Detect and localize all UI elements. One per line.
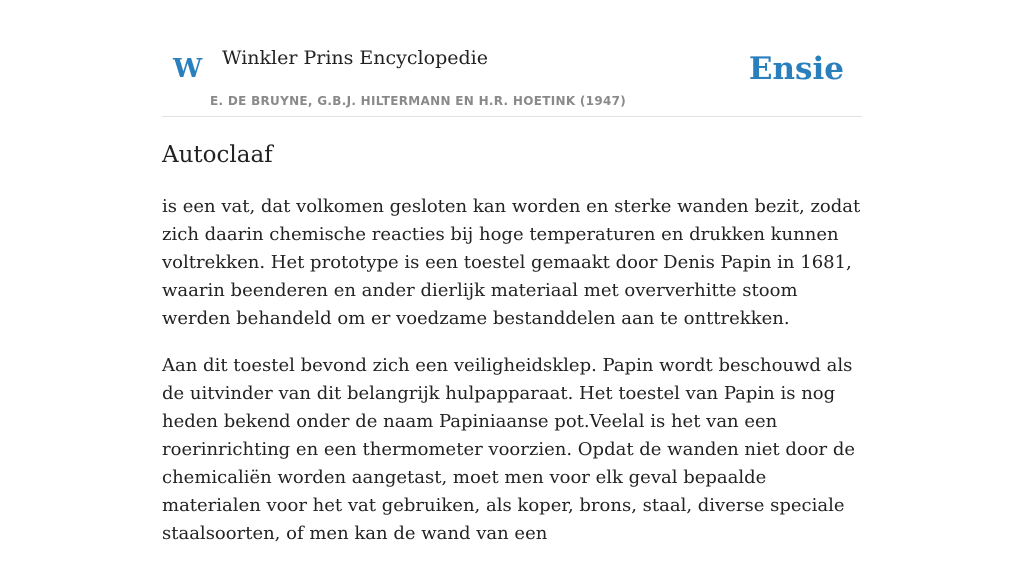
publication-logo[interactable]: W	[173, 54, 203, 84]
header	[162, 40, 862, 117]
article-paragraph: Aan dit toestel bevond zich een veiligheidsklep. Papin wordt beschouwd als de uitvinder van dit belangrijk hulpapparaat. Het toestel van Papin is nog heden bekend onder de naam Papiniaanse pot.Veelal is het van een roerinrichting en een thermometer voorzien. Opdat de wanden niet door de chemicaliën worden aangetast, moet men voor elk geval bepaalde materialen voor het vat gebruiken, als koper, brons, staal, diverse speciale staalsoorten, of men kan de wand van een	[162, 355, 856, 544]
article	[162, 139, 862, 567]
article-paragraph: is een vat, dat volkomen gesloten kan worden en sterke wanden bezit, zodat zich daarin chemische reacties bij hoge temperaturen en drukken kunnen voltrekken. Het prototype is een toestel gemaakt door Denis Papin in 1681, waarin beenderen en ander dierlijk materiaal met oververhitte stoom werden behandeld om er voedzame bestanddelen aan te onttrekken.	[162, 196, 861, 329]
publication-title[interactable]: Winkler Prins Encyclopedie	[222, 47, 488, 69]
publication-authors: E. DE BRUYNE, G.B.J. HILTERMANN EN H.R. HOETINK (1947)	[210, 94, 627, 108]
brand-logo[interactable]: Ensie	[748, 51, 844, 87]
article-title: Autoclaaf	[162, 142, 273, 168]
